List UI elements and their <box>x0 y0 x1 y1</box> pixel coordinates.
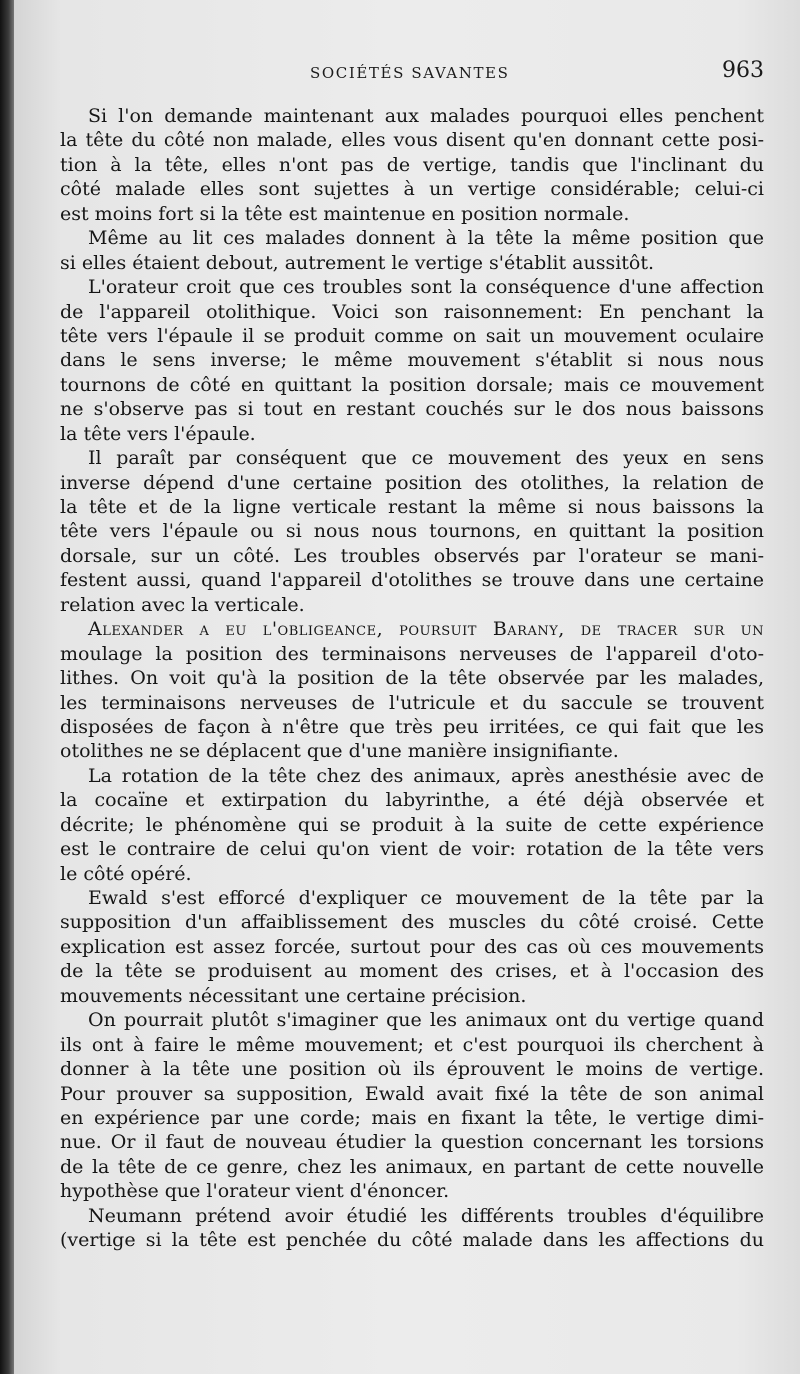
text-line: Neumann prétend avoir étudié les différents troubles d'équilibre <box>88 1204 764 1227</box>
text-line: (vertige si la tête est penchée du côté malade dans les affections du <box>60 1229 764 1252</box>
text-line: la cocaïne et extirpation du labyrinthe, a été déjà observée et <box>60 789 764 812</box>
text-line: dans le sens inverse; le même mouvement s'établit si nous nous <box>60 349 764 372</box>
text-line: nue. Or il faut de nouveau étudier la question concernant les torsions <box>60 1131 764 1154</box>
running-head: SOCIÉTÉS SAVANTES <box>310 64 510 82</box>
text-line: supposition d'un affaiblissement des muscles du côté croisé. Cette <box>60 911 764 934</box>
text-line: si elles étaient debout, autrement le vertige s'établit aussitôt. <box>60 251 655 274</box>
text-line: mouvements nécessitant une certaine précision. <box>60 984 527 1007</box>
text-line: la tête du côté non malade, elles vous disent qu'en donnant cette posi- <box>60 129 764 152</box>
text-line: de l'appareil otolithique. Voici son raisonnement: En penchant la <box>60 300 764 323</box>
text-line: tête vers l'épaule il se produit comme on sait un mouvement oculaire <box>60 324 764 347</box>
text-line: L'orateur croit que ces troubles sont la conséquence d'une affection <box>88 276 764 299</box>
book-page <box>14 0 800 1374</box>
text-line: On pourrait plutôt s'imaginer que les animaux ont du vertige quand <box>88 1009 764 1032</box>
text-line: inverse dépend d'une certaine position des otolithes, la relation de <box>60 471 764 494</box>
text-line: Il paraît par conséquent que ce mouvement des yeux en sens <box>88 447 764 470</box>
text-line: tion à la tête, elles n'ont pas de vertige, tandis que l'inclinant du <box>60 153 764 176</box>
text-line: les terminaisons nerveuses de l'utricule et du saccule se trouvent <box>60 691 764 714</box>
text-line: lithes. On voit qu'à la position de la tête observée par les malades, <box>60 667 764 690</box>
text-line: ils ont à faire le même mouvement; et c'est pourquoi ils cherchent à <box>60 1033 764 1056</box>
text-line: le côté opéré. <box>60 862 192 885</box>
text-line: Ewald s'est efforcé d'expliquer ce mouvement de la tête par la <box>88 887 764 909</box>
body-text <box>60 104 764 1253</box>
text-line: côté malade elles sont sujettes à un vertige considérable; celui-ci <box>60 178 764 201</box>
text-line: est le contraire de celui qu'on vient de voir: rotation de la tête vers <box>60 838 764 861</box>
text-line: otolithes ne se déplacent que d'une manière insignifiante. <box>60 740 619 763</box>
text-line: relation avec la verticale. <box>60 593 305 616</box>
text-line: dorsale, sur un côté. Les troubles observés par l'orateur se mani- <box>60 544 764 567</box>
page-header <box>14 58 800 92</box>
text-line: Alexander a eu l'obligeance, poursuit Barany, de tracer sur un <box>88 618 764 641</box>
text-line: tournons de côté en quittant la position dorsale; mais ce mouvement <box>60 373 764 396</box>
text-line: la tête et de la ligne verticale restant la même si nous baissons la <box>60 496 764 518</box>
text-line: en expérience par une corde; mais en fixant la tête, le vertige dimi- <box>60 1106 764 1129</box>
text-line: La rotation de la tête chez des animaux, après anesthésie avec de <box>88 764 764 787</box>
page-number: 963 <box>722 58 764 83</box>
text-line: Même au lit ces malades donnent à la tête la même position que <box>88 227 764 250</box>
text-line: tête vers l'épaule ou si nous nous tournons, en quittant la position <box>60 520 764 543</box>
page-edge-shadow <box>0 0 14 1374</box>
text-line: de la tête de ce genre, chez les animaux, en partant de cette nouvelle <box>60 1155 764 1178</box>
text-line: est moins fort si la tête est maintenue en position normale. <box>60 202 630 225</box>
text-line: donner à la tête une position où ils éprouvent le moins de vertige. <box>60 1058 764 1081</box>
text-line: festent aussi, quand l'appareil d'otolithes se trouve dans une certaine <box>60 569 764 592</box>
text-line: ne s'observe pas si tout en restant couchés sur le dos nous baissons <box>60 398 764 421</box>
text-line: Pour prouver sa supposition, Ewald avait fixé la tête de son animal <box>60 1082 764 1105</box>
text-line: moulage la position des terminaisons nerveuses de l'appareil d'oto- <box>60 642 764 665</box>
text-line: hypothèse que l'orateur vient d'énoncer. <box>60 1180 450 1203</box>
text-line: disposées de façon à n'être que très peu irritées, ce qui fait que les <box>60 715 764 738</box>
text-line: Si l'on demande maintenant aux malades pourquoi elles penchent <box>88 105 764 127</box>
text-line: la tête vers l'épaule. <box>60 422 256 445</box>
text-line: de la tête se produisent au moment des crises, et à l'occasion des <box>60 960 764 983</box>
text-line: décrite; le phénomène qui se produit à la suite de cette expérience <box>60 813 764 836</box>
text-line: explication est assez forcée, surtout pour des cas où ces mouvements <box>60 935 764 958</box>
